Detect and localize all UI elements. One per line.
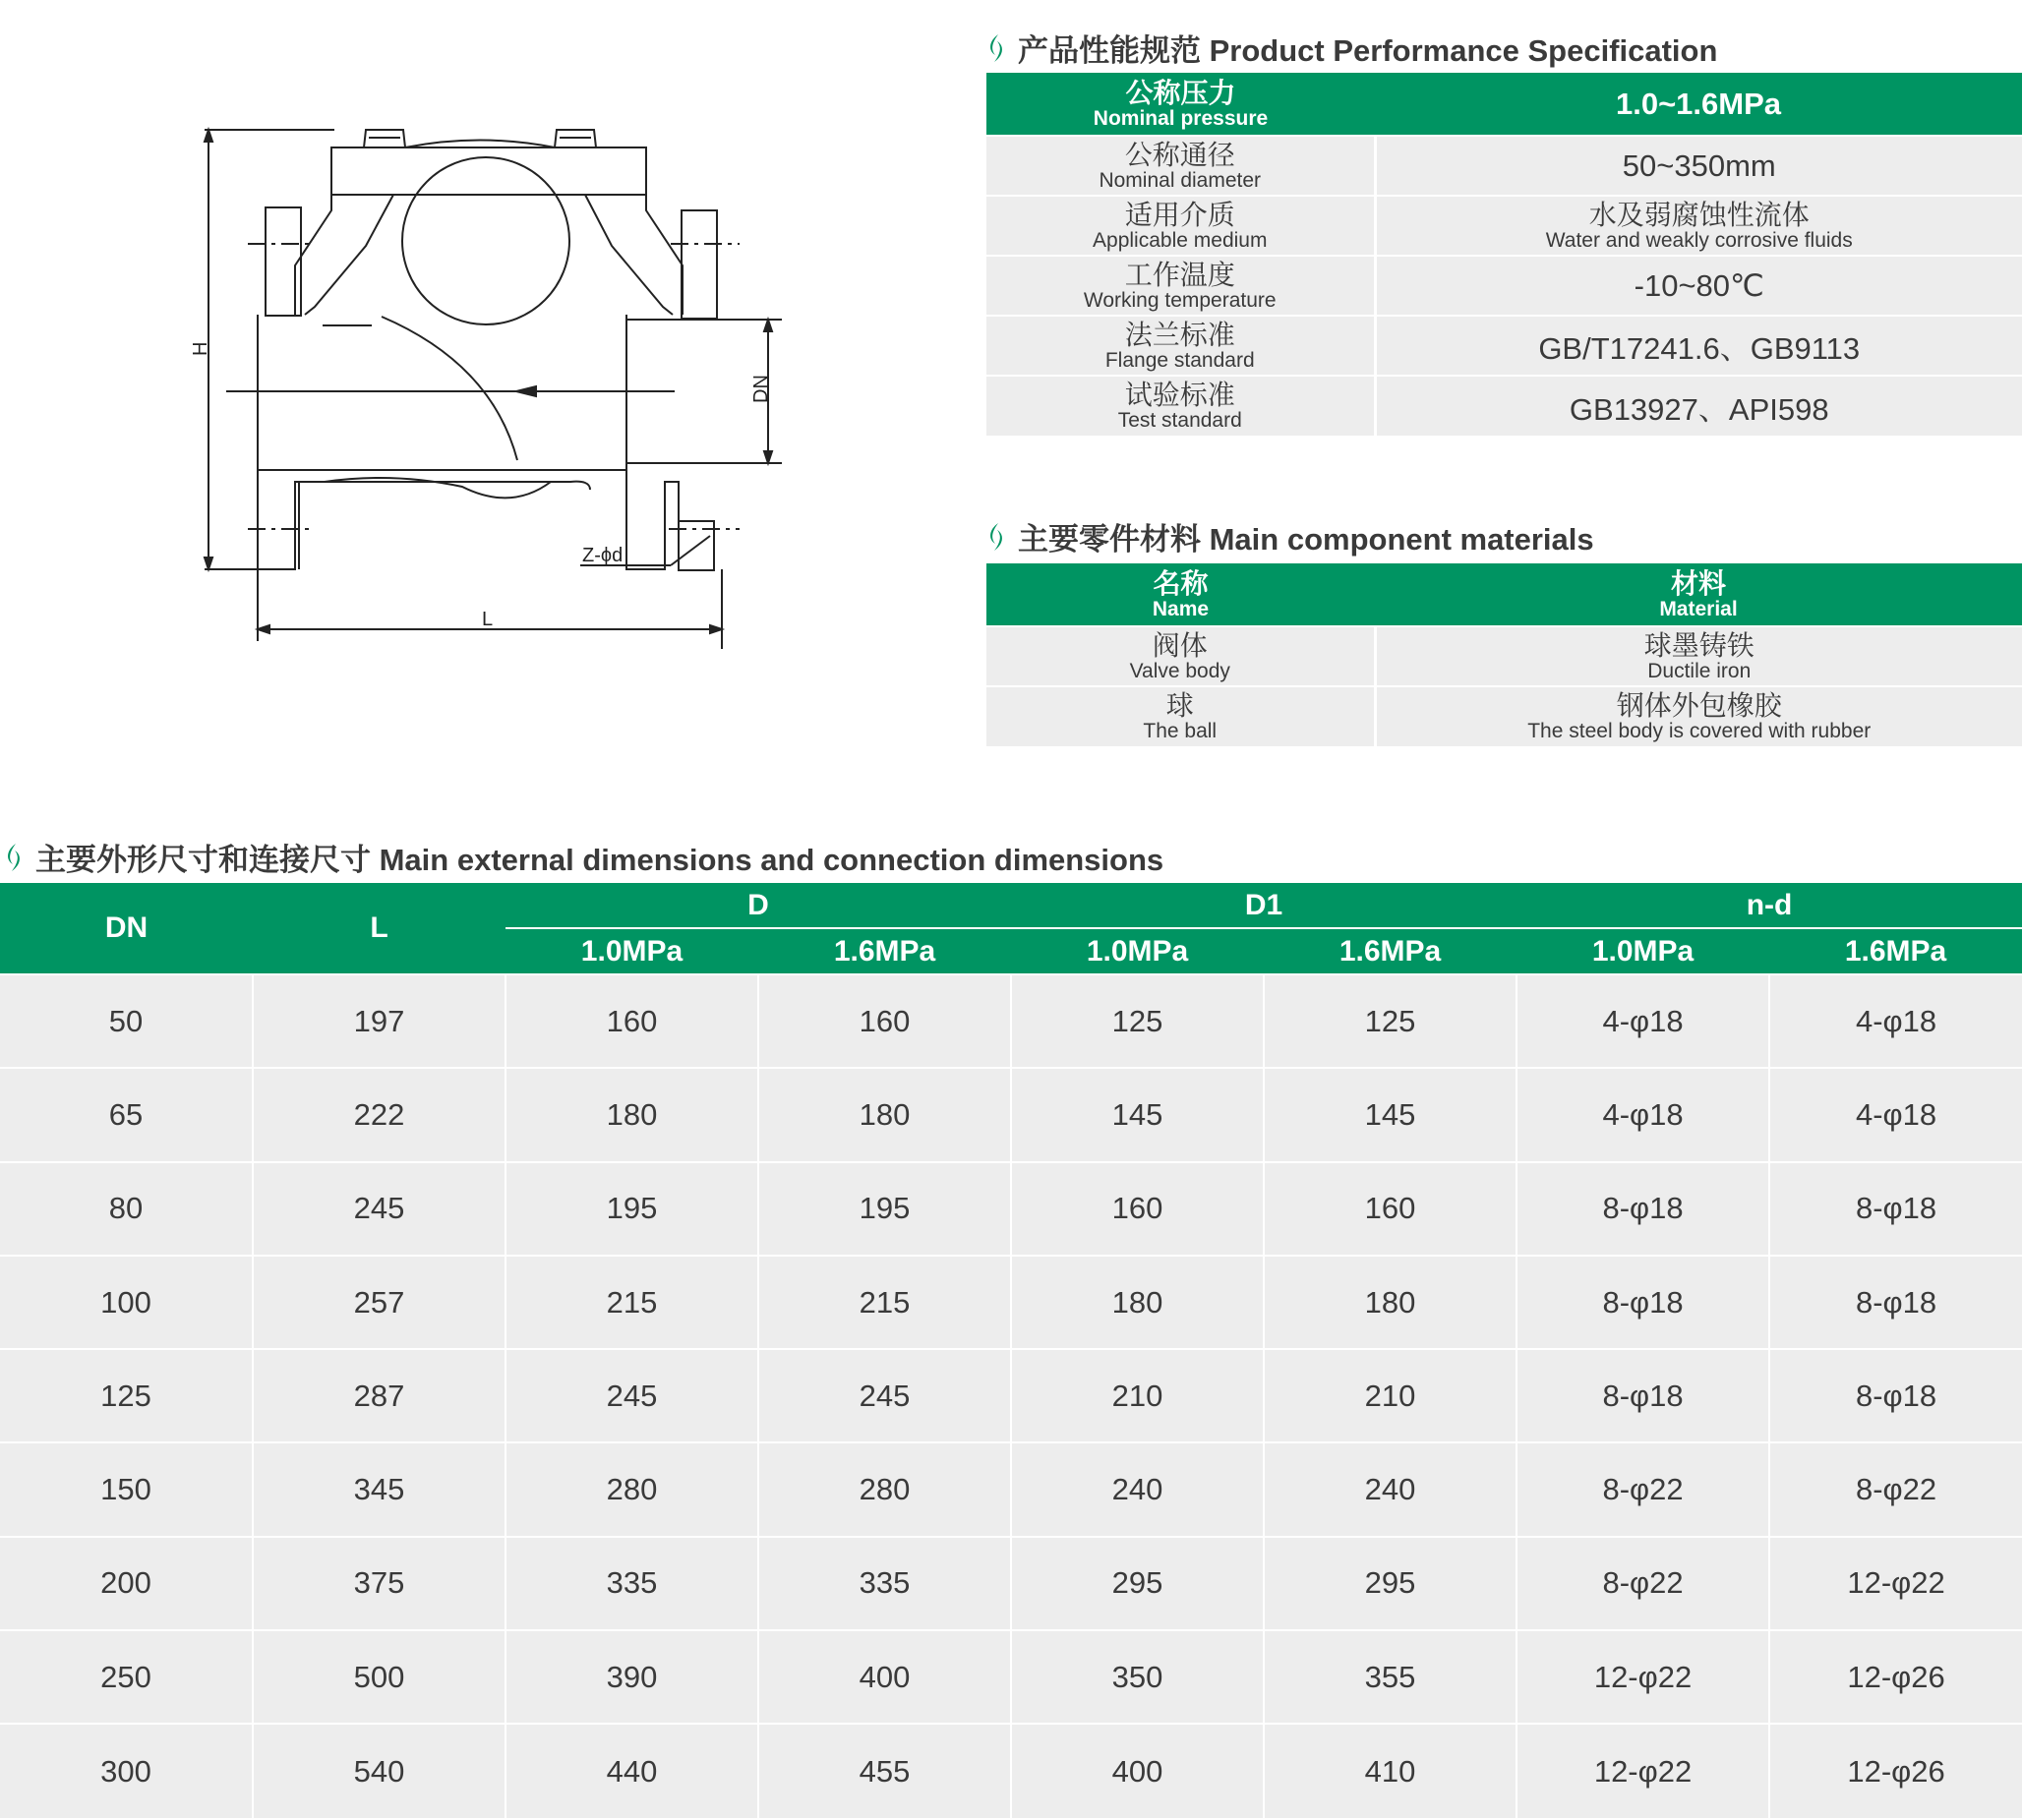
table-cell: 295 [1264,1537,1516,1630]
table-cell: 160 [1011,1162,1264,1256]
leaf-icon [986,33,1006,63]
table-row [986,196,2022,256]
medium-value-en: Water and weakly corrosive fluids [1545,228,1853,252]
table-cell: 210 [1011,1349,1264,1442]
nominal-diameter-en: Nominal diameter [1099,168,1262,192]
table-cell: 400 [1011,1724,1264,1817]
l-header: L [253,883,506,974]
table-cell: 200 [0,1537,253,1630]
table-row [986,256,2022,316]
table-cell: 12-φ26 [1769,1630,2022,1724]
table-row [0,1724,2022,1817]
table-cell: 160 [758,974,1011,1068]
test-standard-cn: 试验标准 [1124,380,1235,410]
valve-body-material-cn: 球墨铸铁 [1643,629,1754,661]
table-cell: 180 [1264,1256,1516,1349]
table-cell: 145 [1011,1068,1264,1161]
table-cell: 12-φ26 [1769,1724,2022,1817]
table-cell: 257 [253,1256,506,1349]
table-cell: 350 [1011,1630,1264,1724]
table-row [0,974,2022,1068]
table-cell: 100 [0,1256,253,1349]
table-row [0,1162,2022,1256]
table-cell: 180 [1011,1256,1264,1349]
table-cell: 390 [506,1630,758,1724]
dn-label: DN [750,375,772,403]
table-cell: 180 [506,1068,758,1161]
table-cell: 8-φ18 [1769,1256,2022,1349]
name-header-cn: 名称 [1153,567,1209,599]
table-cell: 160 [1264,1162,1516,1256]
table-row [986,376,2022,436]
flange-standard-value: GB/T17241.6、GB9113 [1538,331,1861,366]
table-cell: 160 [506,974,758,1068]
nominal-pressure-en: Nominal pressure [1093,106,1269,130]
valve-body-en: Valve body [1129,659,1230,682]
table-cell: 240 [1011,1442,1264,1536]
table-cell: 215 [758,1256,1011,1349]
performance-table [986,73,2022,436]
d-header: D [506,883,1011,928]
table-cell: 50 [0,974,253,1068]
d1-header: D1 [1011,883,1516,928]
table-cell: 335 [758,1537,1011,1630]
table-row [986,686,2022,746]
ball-material-en: The steel body is covered with rubber [1527,720,1872,742]
table-cell: 300 [0,1724,253,1817]
table-cell: 280 [758,1442,1011,1536]
table-cell: 280 [506,1442,758,1536]
table-row [0,1537,2022,1630]
table-cell: 125 [1264,974,1516,1068]
performance-title-text: 产品性能规范 Product Performance Specification [1018,33,1718,68]
table-cell: 80 [0,1162,253,1256]
table-cell: 8-φ22 [1516,1537,1769,1630]
table-cell: 125 [0,1349,253,1442]
pressure-header: 1.0MPa [1011,928,1264,974]
table-cell: 145 [1264,1068,1516,1161]
table-row [0,1349,2022,1442]
dimensions-title [4,835,1163,879]
pressure-header: 1.6MPa [1769,928,2022,974]
table-cell: 245 [758,1349,1011,1442]
table-cell: 8-φ18 [1769,1162,2022,1256]
pressure-header: 1.0MPa [506,928,758,974]
table-row [986,136,2022,196]
leaf-icon [4,843,24,872]
performance-title [986,26,1717,70]
table-row [986,626,2022,686]
table-cell: 150 [0,1442,253,1536]
table-cell: 250 [0,1630,253,1724]
length-label: L [482,609,494,630]
table-row [0,1630,2022,1724]
table-cell: 65 [0,1068,253,1161]
table-cell: 12-φ22 [1516,1724,1769,1817]
medium-cn: 适用介质 [1124,199,1235,230]
valve-body-cn: 阀体 [1152,629,1208,661]
table-cell: 295 [1011,1537,1264,1630]
table-cell: 215 [506,1256,758,1349]
materials-title [986,514,1594,558]
temperature-cn: 工作温度 [1124,259,1235,290]
dimensions-table [0,883,2022,1818]
leaf-icon [986,522,1006,552]
nominal-diameter-cn: 公称通径 [1124,139,1235,170]
table-cell: 8-φ22 [1516,1442,1769,1536]
table-cell: 12-φ22 [1516,1630,1769,1724]
nd-header: n-d [1516,883,2022,928]
material-header-en: Material [1659,597,1738,620]
table-cell: 180 [758,1068,1011,1161]
pressure-header: 1.6MPa [758,928,1011,974]
table-cell: 197 [253,974,506,1068]
table-cell: 195 [506,1162,758,1256]
medium-en: Applicable medium [1093,228,1268,252]
materials-title-text: 主要零件材料 Main component materials [1018,522,1594,557]
table-cell: 455 [758,1724,1011,1817]
table-cell: 125 [1011,974,1264,1068]
table-cell: 210 [1264,1349,1516,1442]
table-cell: 222 [253,1068,506,1161]
performance-header-row [986,73,2022,136]
table-cell: 4-φ18 [1769,974,2022,1068]
valve-drawing [177,108,816,659]
ball-material-cn: 钢体外包橡胶 [1616,690,1782,721]
medium-value-cn: 水及弱腐蚀性流体 [1588,199,1810,230]
table-row [0,1256,2022,1349]
table-cell: 440 [506,1724,758,1817]
materials-table [986,563,2022,746]
table-cell: 8-φ22 [1769,1442,2022,1536]
table-cell: 245 [506,1349,758,1442]
dimensions-body [0,974,2022,1818]
pressure-header: 1.0MPa [1516,928,1769,974]
table-cell: 375 [253,1537,506,1630]
valve-body-material-en: Ductile iron [1647,659,1752,682]
table-cell: 410 [1264,1724,1516,1817]
table-cell: 4-φ18 [1769,1068,2022,1161]
flange-standard-en: Flange standard [1104,348,1255,372]
test-standard-value: GB13927、API598 [1569,391,1829,427]
material-header-cn: 材料 [1670,567,1726,599]
ball-cn: 球 [1165,690,1194,721]
nominal-diameter-value: 50~350mm [1622,147,1776,183]
table-cell: 8-φ18 [1516,1256,1769,1349]
table-cell: 195 [758,1162,1011,1256]
name-header-en: Name [1152,597,1210,620]
table-cell: 540 [253,1724,506,1817]
table-cell: 245 [253,1162,506,1256]
dn-header: DN [0,883,253,974]
flange-standard-cn: 法兰标准 [1124,319,1235,350]
table-cell: 8-φ18 [1516,1349,1769,1442]
table-cell: 4-φ18 [1516,974,1769,1068]
table-cell: 345 [253,1442,506,1536]
table-cell: 335 [506,1537,758,1630]
pressure-header: 1.6MPa [1264,928,1516,974]
temperature-value: -10~80℃ [1634,267,1764,303]
table-cell: 4-φ18 [1516,1068,1769,1161]
table-cell: 8-φ18 [1516,1162,1769,1256]
nominal-pressure-value: 1.0~1.6MPa [1615,86,1782,121]
table-cell: 12-φ22 [1769,1537,2022,1630]
ball-en: The ball [1143,720,1218,742]
dimensions-title-text: 主要外形尺寸和连接尺寸 Main external dimensions and connection dimensions [35,843,1164,877]
table-cell: 400 [758,1630,1011,1724]
table-cell: 240 [1264,1442,1516,1536]
table-row [986,316,2022,376]
nominal-pressure-cn: 公称压力 [1125,77,1236,108]
table-row [0,1442,2022,1536]
materials-header-row [986,563,2022,626]
table-cell: 355 [1264,1630,1516,1724]
temperature-en: Working temperature [1083,288,1277,312]
height-label: H [190,341,211,356]
table-cell: 500 [253,1630,506,1724]
bolt-holes-label: Z-ϕd [582,545,624,566]
table-row [0,1068,2022,1161]
test-standard-en: Test standard [1117,409,1242,432]
table-cell: 287 [253,1349,506,1442]
table-cell: 8-φ18 [1769,1349,2022,1442]
